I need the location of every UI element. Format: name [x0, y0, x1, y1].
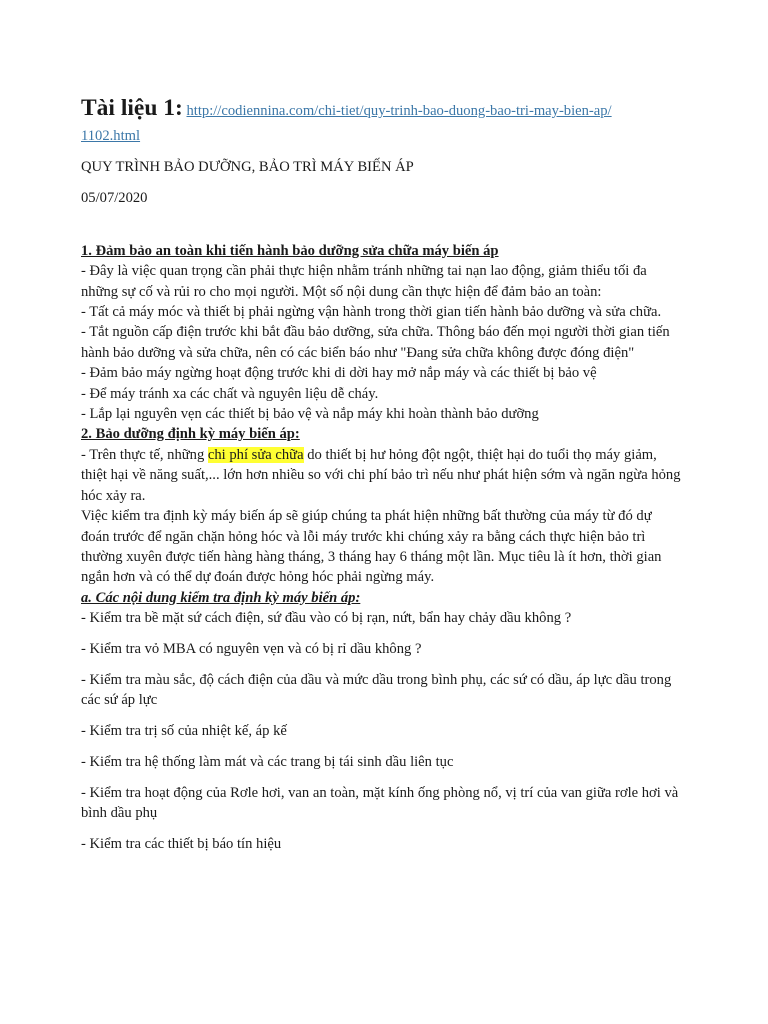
source-link-continuation[interactable]: 1102.html	[81, 128, 141, 144]
section-2-paragraph-2: Việc kiểm tra định kỳ máy biến áp sẽ giúp chúng ta phát hiện những bất thường của máy từ đó dự đoán trước để ngăn chặn hỏng hóc và lỗi máy trước khi chúng xảy ra bằng cách thực hiện bảo trì thường xuyên được tiến hàng hàng tháng, 3 tháng hay 6 tháng một lần. Mục tiêu là ít hơn, thời gian ngắn hơn và có thể dự đoán được hỏng hóc phải ngừng máy.	[81, 508, 662, 586]
checklist-item: - Kiểm tra màu sắc, độ cách điện của dầu và mức dầu trong bình phụ, các sứ có dầu, áp lực dầu trong các sứ áp lực	[81, 671, 672, 709]
section-1-line: - Đảm bảo máy ngừng hoạt động trước khi di dời hay mở nắp máy và các thiết bị bảo vệ	[81, 365, 597, 382]
checklist-item: - Kiểm tra hệ thống làm mát và các trang bị tái sinh dầu liên tục	[81, 754, 454, 771]
source-link-continuation-line	[81, 126, 681, 146]
document-date: 05/07/2020	[81, 190, 148, 207]
title-line	[81, 93, 681, 126]
checklist-heading: a. Các nội dung kiểm tra định kỳ máy biến áp:	[81, 589, 361, 606]
document-subtitle: QUY TRÌNH BẢO DƯỠNG, BẢO TRÌ MÁY BIẾN ÁP	[81, 159, 414, 175]
highlighted-text: chi phí sửa chữa	[207, 446, 304, 463]
section-1-line: - Đây là việc quan trọng cần phải thực hiện nhằm tránh những tai nạn lao động, giảm thiểu tối đa những sự cố và rủi ro cho mọi người. Một số nội dung cần thực hiện để đảm bảo an toàn:	[81, 263, 647, 300]
checklist-item: - Kiểm tra các thiết bị báo tín hiệu	[81, 836, 282, 853]
checklist-item: - Kiểm tra vỏ MBA có nguyên vẹn và có bị rỉ dầu không ?	[81, 641, 422, 658]
checklist-item: - Kiểm tra trị số của nhiệt kế, áp kế	[81, 723, 287, 740]
section-1-line: - Để máy tránh xa các chất và nguyên liệu dễ cháy.	[81, 385, 379, 402]
paragraph-text: do thiết bị hư hỏng đột ngột, thiệt hại do tuổi thọ máy giảm, thiệt hại về năng suất,... lớn hơn nhiều so với chi phí bảo trì nếu như phát hiện sớm và ngăn ngừa hỏng hóc xảy ra.	[81, 446, 681, 504]
section-2-heading: 2. Bảo dưỡng định kỳ máy biến áp:	[81, 426, 300, 443]
spacer	[81, 220, 681, 241]
section-1-heading: 1. Đảm bảo an toàn khi tiến hành bảo dưỡng sửa chữa máy biến áp	[81, 242, 499, 259]
section-1-line: - Tắt nguồn cấp điện trước khi bắt đầu bảo dưỡng, sửa chữa. Thông báo đến mọi người thời gian tiến hành bảo dưỡng và sửa chữa, nên có các biển báo như "Đang sửa chữa không được đóng điện"	[81, 324, 670, 361]
document-title: Tài liệu 1:	[81, 95, 183, 121]
checklist-item: - Kiểm tra bề mặt sứ cách điện, sứ đầu vào có bị rạn, nứt, bẩn hay chảy dầu không ?	[81, 610, 572, 627]
section-1-line: - Lắp lại nguyên vẹn các thiết bị bảo vệ và nắp máy khi hoàn thành bảo dưỡng	[81, 406, 539, 423]
checklist-item: - Kiểm tra hoạt động của Rơle hơi, van an toàn, mặt kính ống phòng nổ, vị trí của van giữa rơle hơi và bình dầu phụ	[81, 785, 679, 822]
paragraph-text: - Trên thực tế, những	[81, 446, 208, 463]
source-link[interactable]: http://codiennina.com/chi-tiet/quy-trinh-bao-duong-bao-tri-may-bien-ap/	[186, 103, 612, 119]
document-content	[81, 93, 681, 865]
section-1-line: - Tất cả máy móc và thiết bị phải ngừng vận hành trong thời gian tiến hành bảo dưỡng và sửa chữa.	[81, 304, 662, 321]
section-2-paragraph-1	[81, 445, 681, 506]
